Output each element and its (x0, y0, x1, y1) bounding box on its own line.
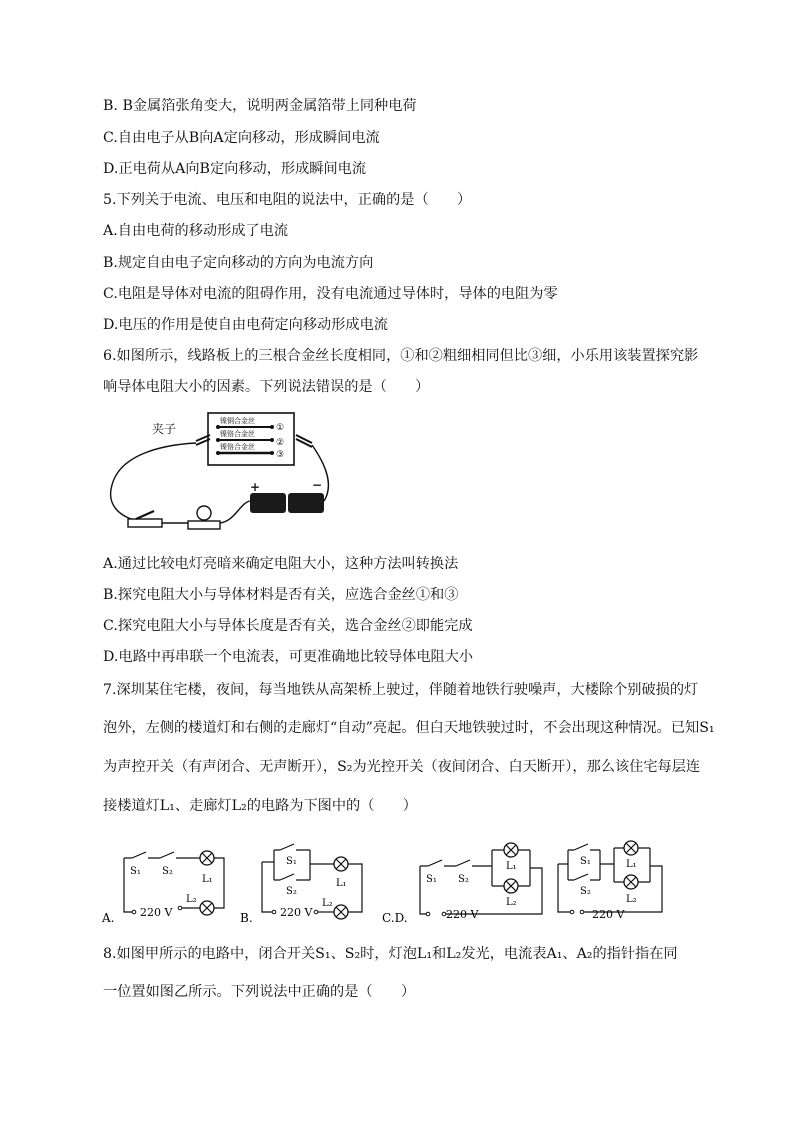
q4-option-b: B. B金属箔张角变大，说明两金属箔带上同种电荷 (103, 98, 417, 114)
svg-text:S₁: S₁ (580, 856, 591, 867)
q6-stem-line2: 响导体电阻大小的因素。下列说法错误的是（ ） (103, 379, 430, 395)
svg-text:L₂: L₂ (186, 894, 197, 905)
svg-text:L₂: L₂ (506, 897, 517, 908)
lamp-base (188, 521, 220, 529)
battery-2 (288, 493, 324, 513)
wire2-label: 镍铬合金丝 (220, 430, 255, 438)
svg-text:S₁: S₁ (130, 866, 141, 877)
wire1-number: ① (276, 423, 285, 433)
q7-stem-line2: 泡外，左侧的楼道灯和右侧的走廊灯“自动”亮起。但白天地铁驶过时，不会出现这种情况。已知S₁ (103, 720, 715, 736)
q5-option-c: C.电阻是导体对电流的阻碍作用，没有电流通过导体时，导体的电阻为零 (103, 286, 558, 302)
q6-stem-line1: 6.如图所示，线路板上的三根合金丝长度相同，①和②粗细相同但比③细，小乐用该装置探究影 (103, 348, 699, 364)
q5-option-b: B.规定自由电子定向移动的方向为电流方向 (103, 255, 374, 271)
option-cd-label: C.D. (382, 911, 408, 924)
q6-option-b: B.探究电阻大小与导体材料是否有关，应选合金丝①和③ (103, 587, 459, 603)
svg-text:220 V: 220 V (280, 906, 313, 919)
battery-1 (250, 493, 286, 513)
q5-option-d: D.电压的作用是使自由电荷定向移动形成电流 (103, 317, 388, 333)
svg-text:L₁: L₁ (336, 878, 347, 889)
q5-stem: 5.下列关于电流、电压和电阻的说法中，正确的是（ ） (103, 192, 472, 208)
q6-apparatus-figure (100, 405, 340, 543)
lamp-bulb (197, 506, 211, 520)
svg-text:220 V: 220 V (140, 906, 173, 919)
svg-text:L₂: L₂ (322, 898, 333, 909)
circuit-b (240, 844, 362, 924)
svg-text:L₁: L₁ (202, 874, 213, 885)
circuit-a (101, 851, 224, 924)
circuit-c (382, 843, 542, 924)
circuit-d (558, 841, 662, 921)
q7-stem-line4: 接楼道灯L₁、走廊灯L₂的电路为下图中的（ ） (103, 798, 417, 814)
q7-stem-line1: 7.深圳某住宅楼，夜间，每当地铁从高架桥上驶过，伴随着地铁行驶噪声，大楼除个别破损的灯 (103, 682, 699, 698)
svg-text:S₂: S₂ (286, 886, 297, 897)
clip-label: 夹子 (152, 422, 177, 436)
wire3-label: 镍铬合金丝 (220, 443, 255, 451)
q4-option-c: C.自由电子从B向A定向移动，形成瞬间电流 (103, 130, 380, 146)
svg-text:S₂: S₂ (580, 886, 591, 897)
svg-text:L₁: L₁ (506, 861, 517, 872)
svg-text:L₂: L₂ (626, 894, 637, 905)
svg-text:220 V: 220 V (592, 908, 625, 921)
wire1-label: 镍铜合金丝 (220, 417, 255, 425)
q8-stem-line2: 一位置如图乙所示。下列说法中正确的是（ ） (103, 984, 416, 1000)
q6-option-c: C.探究电阻大小与导体长度是否有关，选合金丝②即能完成 (103, 618, 473, 634)
wire3-number: ③ (276, 450, 285, 460)
q6-option-a: A.通过比较电灯亮暗来确定电阻大小，这种方法叫转换法 (103, 556, 459, 572)
svg-text:L₁: L₁ (626, 859, 637, 870)
q6-option-d: D.电路中再串联一个电流表，可更准确地比较导体电阻大小 (103, 649, 474, 665)
q7-circuit-options (100, 840, 690, 924)
switch (128, 519, 162, 527)
battery-minus: − (312, 478, 323, 492)
svg-text:S₁: S₁ (426, 874, 437, 885)
option-a-label: A. (102, 911, 115, 924)
q7-stem-line3: 为声控开关（有声闭合、无声断开），S₂为光控开关（夜间闭合、白天断开），那么该住宅每层连 (103, 759, 701, 775)
wire2-number: ② (276, 438, 285, 448)
q4-option-d: D.正电荷从A向B定向移动，形成瞬间电流 (103, 161, 367, 177)
option-b-label: B. (240, 911, 253, 924)
svg-text:S₂: S₂ (458, 874, 469, 885)
right-clip (296, 435, 312, 447)
battery-plus: + (250, 480, 261, 494)
svg-text:S₂: S₂ (162, 866, 173, 877)
q8-stem-line1: 8.如图甲所示的电路中，闭合开关S₁、S₂时，灯泡L₁和L₂发光，电流表A₁、A₂的指针指在同 (103, 946, 678, 962)
svg-text:S₁: S₁ (286, 856, 297, 867)
q5-option-a: A.自由电荷的移动形成了电流 (103, 223, 289, 239)
svg-text:220 V: 220 V (446, 908, 479, 921)
